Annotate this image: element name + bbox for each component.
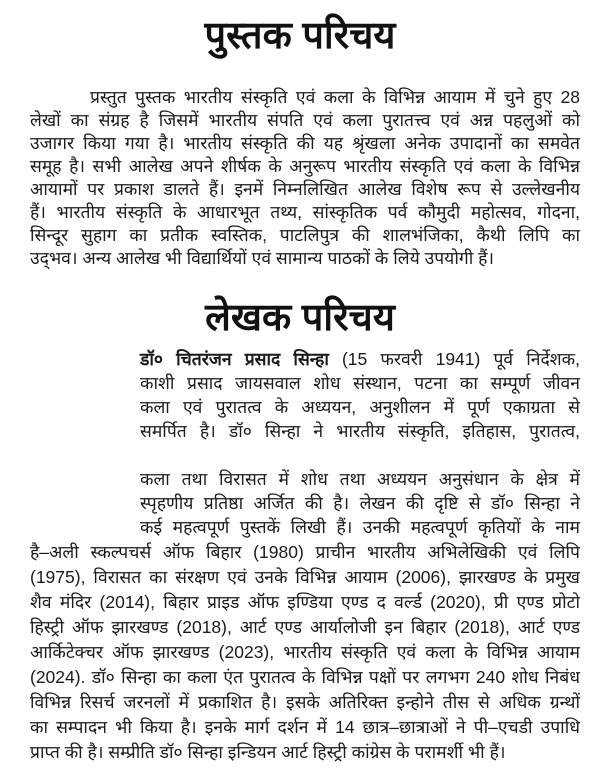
text-line: (2024). डॉ० सिन्हा का कला एंत पुरातत्व के विभिन्न पक्षों पर लगभग 240 शोध निबंध: [30, 667, 580, 687]
text-line: कला एवं पुरातत्व के अध्ययन, अनुशीलन में पूर्ण एकाग्रता से: [140, 397, 580, 417]
text-line: [140, 348, 580, 370]
text-line: विभिन्न रिसर्च जरनलों में प्रकाशित है। इसके अतिरिक्त इन्होने तीस से अधिक ग्रन्थों: [30, 692, 580, 712]
text-line: (1975), विरासत का संरक्षण एवं उनके विभिन्न आयाम (2006), झारखण्ड के प्रमुख: [30, 567, 580, 587]
text-line: समर्पित है। डॉ० सिन्हा ने भारतीय संस्कृति, इतिहास, पुरातत्व,: [140, 421, 580, 441]
text-line: स्पृहणीय प्रतिष्ठा अर्जित की है। लेखन की दृष्टि से डॉ० सिन्हा ने: [140, 493, 580, 513]
text-line: उद्‌भव। अन्य आलेख भी विद्यार्थियों एवं सामान्य पाठकों के लिये उपयोगी हैं।: [30, 248, 495, 268]
author-dates: (15 फरवरी 1941) पूर्व निर्देशक,: [341, 349, 580, 369]
text-line: है–अली स्कल्पचर्स ऑफ बिहार (1980) प्राचीन भारतीय अभिलेखिकी एवं लिपि: [30, 542, 580, 562]
text-line: हैं। भारतीय संस्कृति के आधारभूत तथ्य, सांस्कृतिक पर्व कौमुदी महोत्सव, गोदना,: [30, 202, 580, 222]
text-line: प्रस्तुत पुस्तक भारतीय संस्कृति एवं कला के विभिन्न आयाम में चुने हुए 28: [90, 87, 580, 107]
text-line: लेखों का संग्रह है जिसमें भारतीय संपति एवं कला पुरातत्त्व एवं अन्न पहलुओं को: [30, 110, 580, 130]
text-line: सिन्दूर सुहाग का प्रतीक स्वस्तिक, पाटलिपुत्र की शालभंजिका, कैथी लिपि का: [30, 225, 580, 245]
text-line: कला तथा विरासत में शोध तथा अध्ययन अनुसंधान के क्षेत्र में: [140, 469, 580, 489]
author-name: डॉ० चितरंजन प्रसाद सिन्हा: [140, 349, 329, 369]
book-intro-heading: पुस्तक परिचय: [204, 15, 396, 57]
text-line: हिस्ट्री ऑफ झारखण्ड (2018), आर्ट एण्ड आर्यालोजी इन बिहार (2018), आर्ट एण्ड: [30, 617, 580, 637]
text-line: शैव मंदिर (2014), बिहार प्राइड ऑफ इण्डिया एण्ड द वर्ल्ड (2020), प्री एण्ड प्रोटो: [30, 592, 580, 612]
text-line: कई महत्वपूर्ण पुस्तकें लिखी हैं। उनकी महत्वपूर्ण कृतियों के नाम: [140, 517, 580, 537]
text-line: आर्किटेक्चर ऑफ झारखण्ड (2023), भारतीय संस्कृति एवं कला के विभिन्न आयाम: [30, 642, 580, 662]
text-line: उजागर किया गया है। भारतीय संस्कृति की यह श्रृंखला अनेक उपादानों का समवेत: [30, 133, 580, 153]
text-line: प्राप्त की है। सम्प्रीति डॉ० सिन्हा इन्डियन आर्ट हिस्ट्री कांग्रेस के परामर्शी भी हैं।: [30, 742, 506, 762]
text-line: समूह है। सभी आलेख अपने शीर्षक के अनुरूप भारतीय संस्कृति एवं कला के विभिन्न: [30, 156, 580, 176]
text-line: आयामों पर प्रकाश डालते हैं। इनमें निम्नलिखित आलेख विशेष रूप से उल्लेखनीय: [30, 179, 580, 199]
text-line: का सम्पादन भी किया है। इनके मार्ग दर्शन में 14 छात्र–छात्राओं ने पी–एचडी उपाधि: [30, 717, 580, 737]
author-intro-heading: लेखक परिचय: [205, 297, 395, 339]
text-line: काशी प्रसाद जायसवाल शोध संस्थान, पटना का सम्पूर्ण जीवन: [140, 373, 580, 393]
